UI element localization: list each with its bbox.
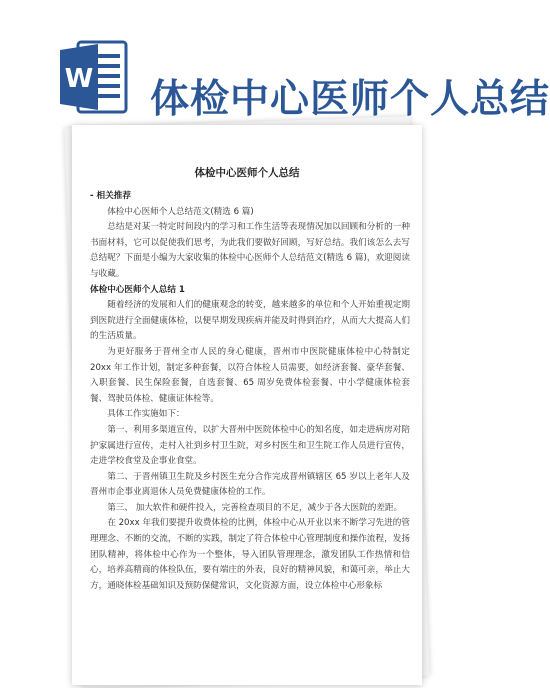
paragraph: 总结是对某一特定时间段内的学习和工作生活等表现情况加以回顾和分析的一种书面材料，它可以促使我们思考，为此我们要做好回顾，写好总结。我们该怎么去写总结呢？下面是小编为大家收集的体检中心医师个人总结范文(精选 6 篇)，欢迎阅读与收藏。 [90, 222, 410, 279]
paragraph: 具体工作实施如下： [107, 409, 185, 420]
paragraph: 在 20xx 年我们要提升收费体检的比例，体检中心从开业以来不断学习先进的管理理念、不断的交流，不断的实践，制定了符合体检中心管理制度和操作流程，发扬团队精神，将体检中心作为一个整体，导入团队管理理念，激发团队工作热情和信心，培养高精商的体检队伍，要有端庄的外表，良好的精神风貌，和蔼可亲，举止大方，通晓体检基础知识及预防保健常识，文化资源方面，设立体检中心形象标 [90, 518, 410, 591]
word-document-icon [58, 38, 128, 116]
paragraph: 第一、利用多渠道宣传，以扩大晋州中医院体检中心的知名度，如走进病房对陪护家属进行宣传，走村入社到乡村卫生院，对乡村医生和卫生院工作人员进行宣传，走进学校食堂及企事业食堂。 [90, 424, 410, 467]
document-body [90, 189, 410, 594]
paragraph: 体检中心医师个人总结范文(精选 6 篇) [107, 206, 254, 217]
document-title: 体检中心医师个人总结 [194, 167, 300, 179]
paragraph: 随着经济的发展和人们的健康观念的转变，越来越多的单位和个人开始重视定期到医院进行全面健康体检，以便早期发现疾病并能及时得到治疗，从而大大提高人们的生活质量。 [90, 300, 410, 342]
document-page [72, 125, 422, 685]
paragraph: 为更好服务于晋州全市人民的身心健康，晋州市中医院健康体检中心特制定 20xx 年工作计划，制定多种套餐，以符合体检人员需要，如经济套餐、豪华套餐、入职套餐、民生保险套餐，自选套餐、65 周岁免费体检套餐、中小学健康体检套餐、驾驶员体检、健康证体检等。 [90, 346, 410, 404]
banner [0, 0, 550, 135]
related-heading: - 相关推荐 [90, 191, 131, 201]
paragraph: 第二、于晋州镇卫生院及乡村医生充分合作完成晋州镇辖区 65 岁以上老年人及晋州市企事业离退休人员免费健康体检的工作。 [90, 471, 410, 498]
paragraph: 第三、 加大软件和硬件投入，完善检查项目的不足，减少于各大医院的差距。 [107, 502, 403, 513]
section-heading: 体检中心医师个人总结 1 [90, 284, 185, 295]
icon-letter: W [64, 64, 94, 94]
banner-title: 体检中心医师个人总结 [150, 77, 550, 122]
